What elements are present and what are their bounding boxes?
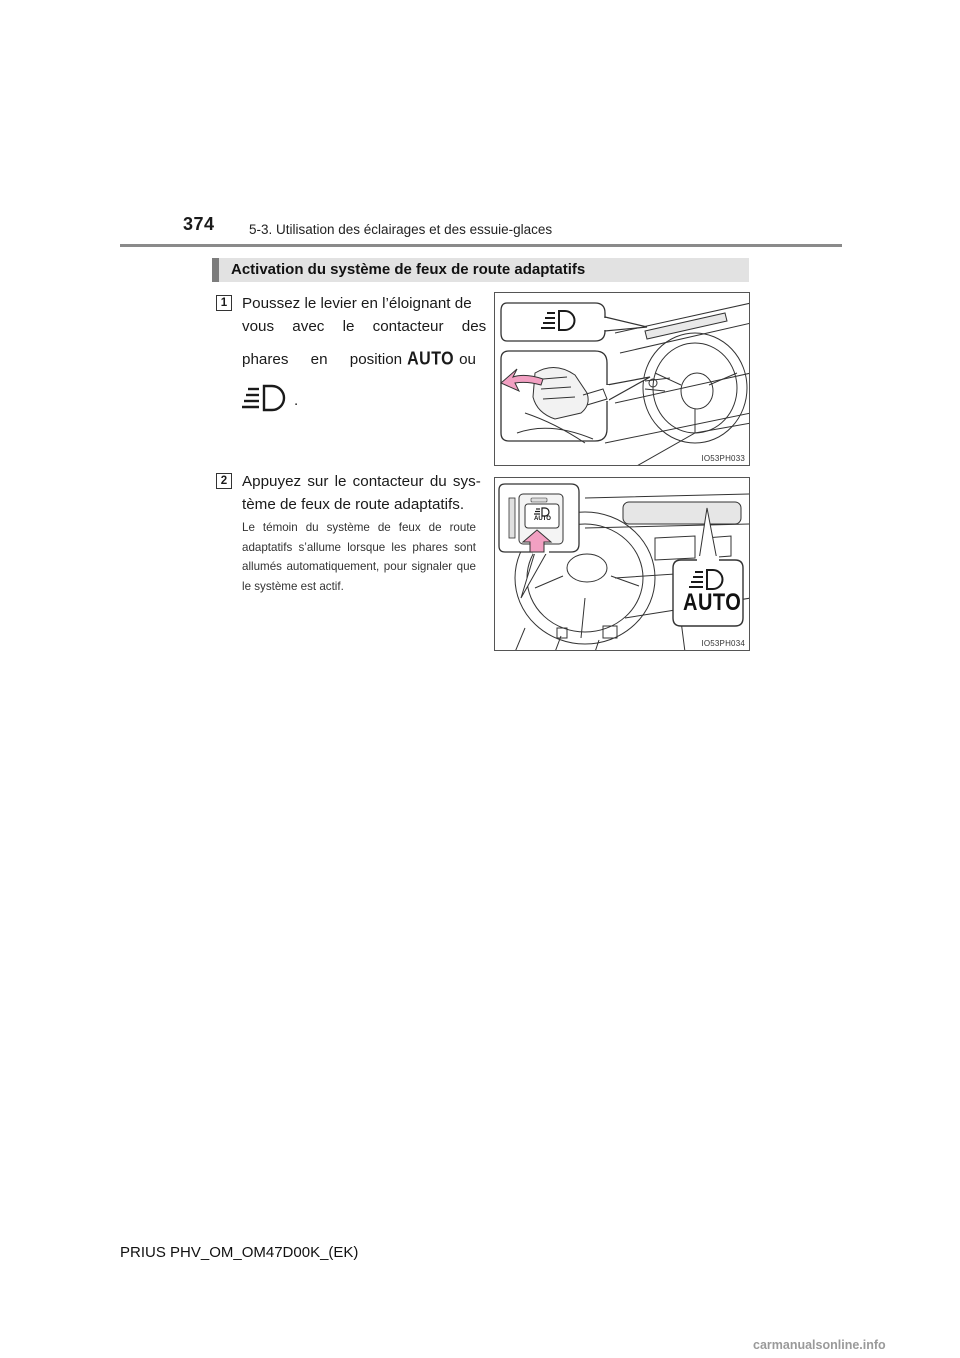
figure-2-code: IO53PH034 (701, 639, 745, 648)
section-title-bar (212, 258, 749, 282)
headlight-icon (242, 383, 288, 413)
step-1-line-1: Poussez le levier en l’éloignant de (242, 295, 472, 312)
lever-drawing (495, 293, 750, 466)
figure-switch-illustration (494, 477, 750, 651)
figure-1-code: IO53PH033 (701, 454, 745, 463)
step-1-text (242, 292, 487, 413)
page-number: 374 (183, 214, 215, 234)
dashboard-drawing (495, 478, 750, 651)
figure-lever-illustration (494, 292, 750, 466)
step-2-badge: 2 (216, 473, 232, 489)
indicator-auto-label: AUTO (683, 589, 742, 617)
step-1-badge: 1 (216, 295, 232, 311)
auto-position-symbol: AUTO (407, 349, 455, 370)
step-1-line-4: . (242, 383, 476, 413)
switch-auto-label: AUTO (534, 516, 551, 522)
step-1-line-3: phares en position AUTO ou (242, 348, 476, 371)
header-rule (120, 244, 842, 247)
section-title: Activation du système de feux de route adaptatifs (231, 261, 586, 278)
step-2-line-1: Appuyez sur le contacteur du sys- (242, 473, 481, 490)
step-2-note: Le témoin du système de feux de route adaptatifs s’allume lorsque les phares sont allumés automatiquement, pour signaler que le système est actif. (242, 521, 476, 593)
watermark: carmanualsonline.info (753, 1338, 886, 1352)
step-1-line-2: vous avec le contacteur des (242, 318, 487, 335)
step-2-text (242, 470, 481, 516)
section-reference: 5-3. Utilisation des éclairages et des essuie-glaces (249, 222, 553, 237)
step-2-line-2: tème de feux de route adaptatifs. (242, 496, 465, 513)
document-id: PRIUS PHV_OM_OM47D00K_(EK) (120, 1244, 359, 1261)
